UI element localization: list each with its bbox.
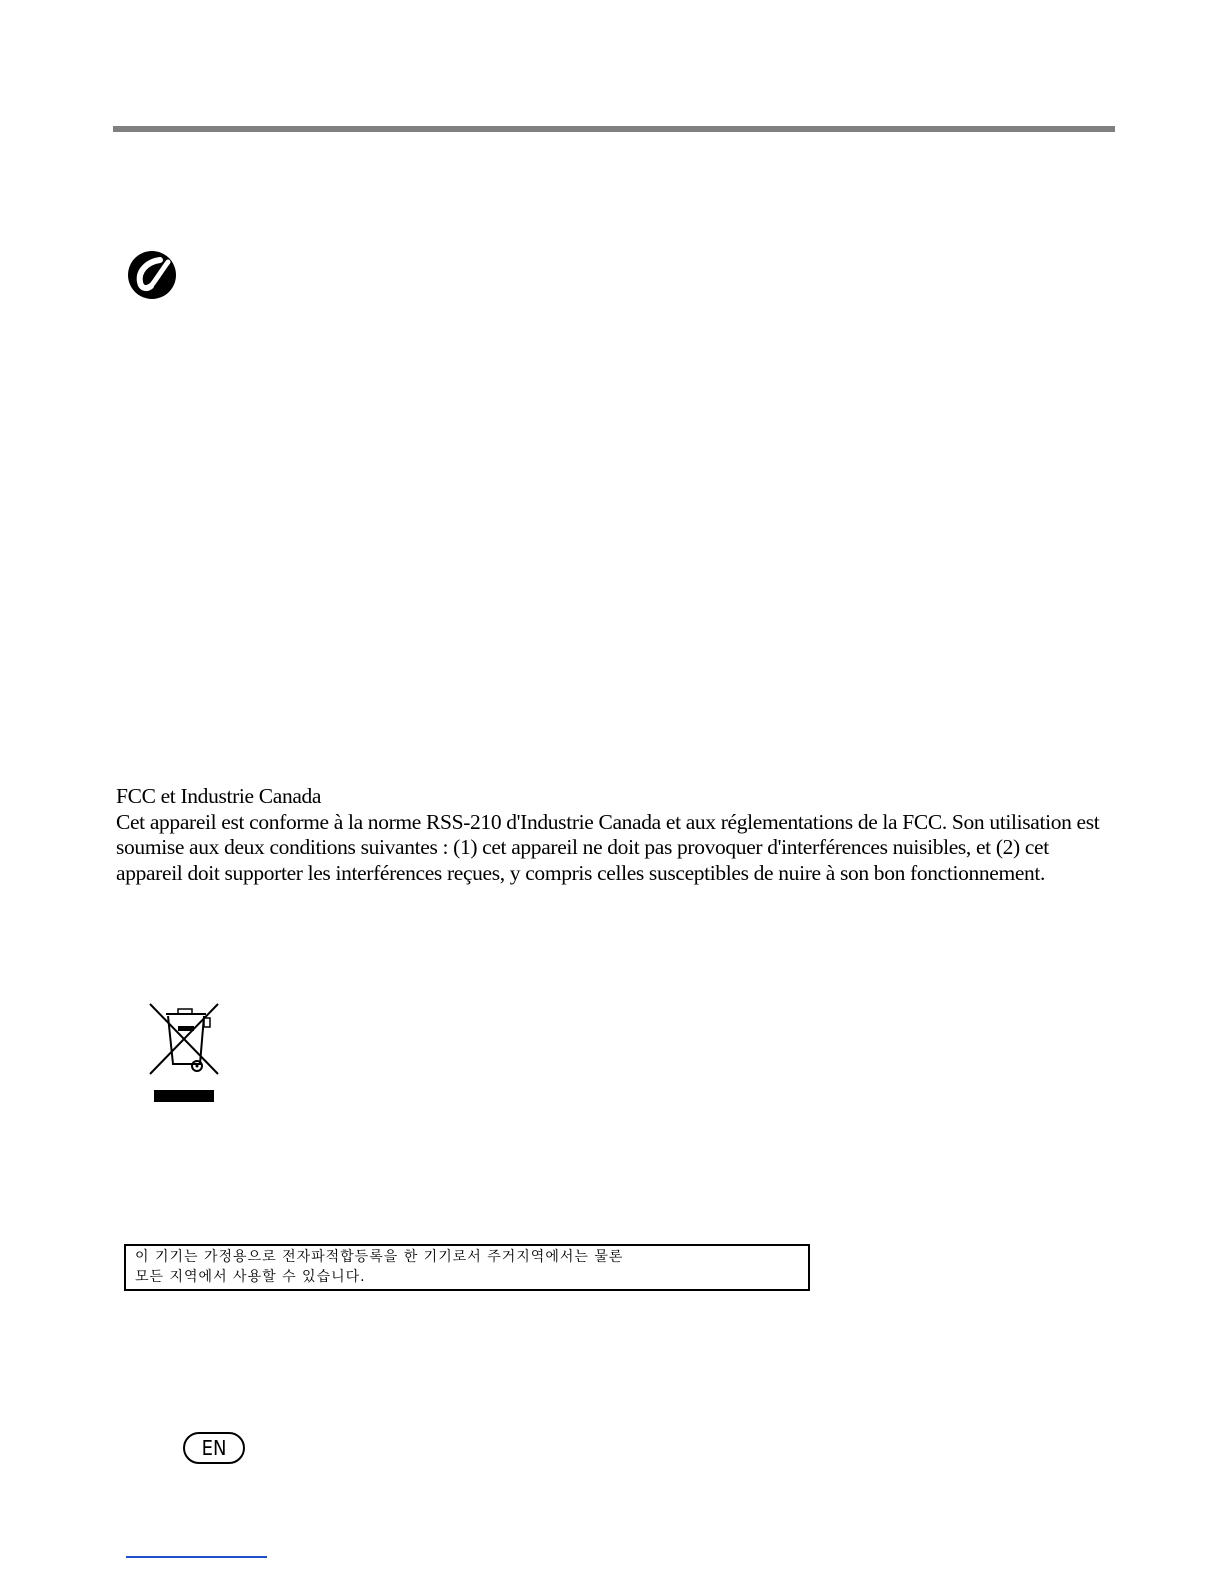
footer-link-underline[interactable] — [126, 1556, 267, 1558]
language-badge: EN — [183, 1432, 245, 1464]
korean-notice-line-1: 이 기기는 가정용으로 전자파적합등록을 한 기기로서 주거지역에서는 물론 — [135, 1249, 624, 1265]
fcc-industry-canada-notice — [116, 784, 1116, 886]
korean-emc-notice-box — [124, 1244, 810, 1291]
crossed-wheelie-bin-icon — [148, 1000, 222, 1106]
c-tick-icon — [124, 250, 180, 300]
header-rule — [113, 126, 1115, 132]
korean-notice-line-2: 모든 지역에서 사용할 수 있습니다. — [135, 1269, 366, 1285]
fcc-notice-body: Cet appareil est conforme à la norme RSS-210 d'Industrie Canada et aux réglementations de la FCC. Son utilisation est soumise aux deux conditions suivantes : (1) cet appareil ne doit pas provoquer d'interférences nuisibles, et (2) cet appareil doit supporter les interférences reçues, y compris celles susceptibles de nuire à son bon fonctionnement. — [116, 809, 1100, 885]
fcc-notice-title: FCC et Industrie Canada — [116, 784, 322, 808]
